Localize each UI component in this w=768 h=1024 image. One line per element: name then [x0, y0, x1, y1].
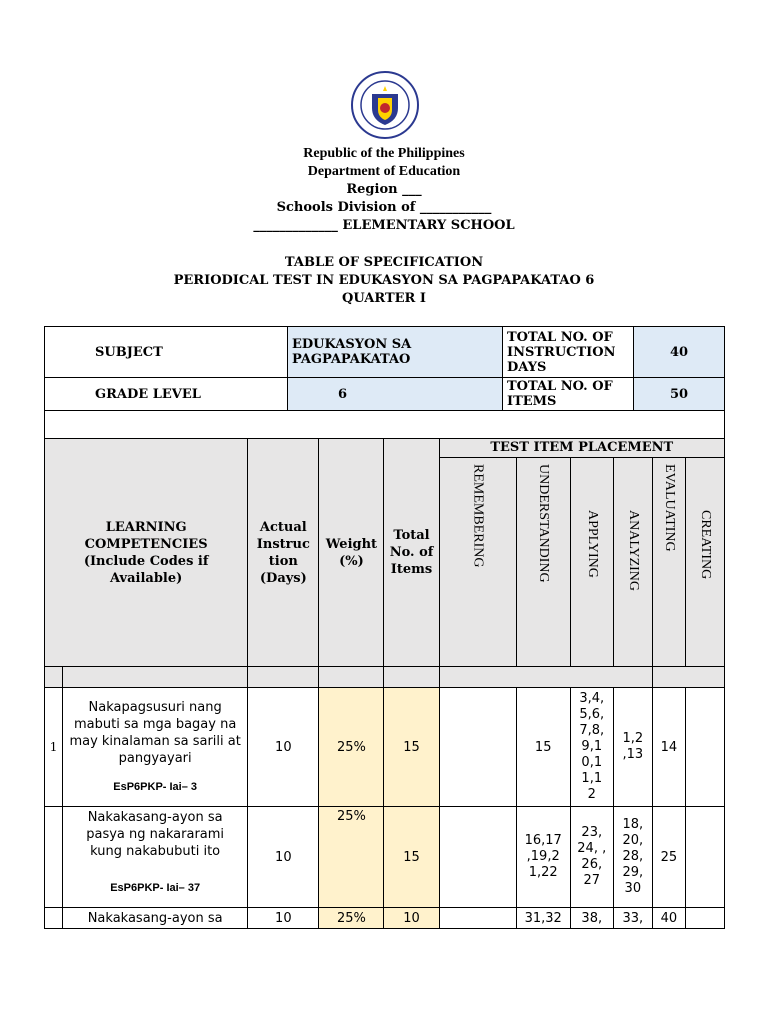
evaluating-cell: 14	[652, 688, 685, 807]
understanding-cell: 15	[516, 688, 570, 807]
remembering-cell	[439, 807, 516, 908]
header-school: _____________ ELEMENTARY SCHOOL	[253, 218, 515, 233]
col-remembering-label: REMEMBERING	[470, 464, 486, 568]
creating-cell	[685, 908, 724, 929]
blank-cell	[439, 667, 652, 688]
blank-cell	[652, 667, 724, 688]
competency-text: Nakapagsusuri nang mabuti sa mga bagay na may kinalaman sa sarili at pangyayari	[69, 699, 241, 766]
col-applying-label: APPLYING	[584, 510, 600, 578]
days-label: TOTAL NO. OF INSTRUCTION DAYS	[503, 327, 634, 378]
understanding-cell: 16,17 ,19,2 1,22	[516, 807, 570, 908]
weight-cell: 25%	[319, 807, 384, 908]
weight-cell: 25%	[319, 688, 384, 807]
remembering-cell	[439, 908, 516, 929]
total-cell: 15	[384, 688, 439, 807]
col-analyzing	[613, 458, 652, 667]
competency-cell	[63, 807, 248, 908]
analyzing-cell: 1,2 ,13	[613, 688, 652, 807]
deped-seal-logo	[350, 70, 420, 140]
blank-cell	[384, 667, 439, 688]
competency-text: Nakakasang-ayon sa pasya ng nakararami kung nakabubuti ito	[86, 810, 225, 859]
total-cell: 10	[384, 908, 439, 929]
competency-cell	[63, 688, 248, 807]
competency-code: EsP6PKP- Iai– 3	[113, 780, 198, 793]
competency-text: Nakakasang-ayon sa	[63, 908, 248, 929]
doc-title: TABLE OF SPECIFICATION	[284, 255, 484, 270]
col-understanding	[516, 458, 570, 667]
days-value: 40	[634, 327, 725, 378]
analyzing-cell: 33,	[613, 908, 652, 929]
row-number	[45, 807, 63, 908]
col-days: Actual Instruc tion (Days)	[248, 439, 319, 667]
doc-subtitle: PERIODICAL TEST IN EDUKASYON SA PAGPAPAKATAO 6	[173, 273, 595, 288]
table-row	[45, 688, 725, 807]
subject-label: SUBJECT	[45, 327, 288, 378]
items-value: 50	[634, 378, 725, 411]
understanding-cell: 31,32	[516, 908, 570, 929]
applying-cell: 23, 24, ,26, 27	[570, 807, 613, 908]
items-label: TOTAL NO. OF ITEMS	[503, 378, 634, 411]
table-row	[45, 807, 725, 908]
applying-cell: 38,	[570, 908, 613, 929]
days-cell: 10	[248, 908, 319, 929]
info-table	[44, 326, 725, 411]
col-weight: Weight (%)	[319, 439, 384, 667]
header-region: Region ___	[346, 182, 422, 197]
blank-cell	[319, 667, 384, 688]
weight-cell: 25%	[319, 908, 384, 929]
table-row	[45, 908, 725, 929]
row-number	[45, 908, 63, 929]
col-evaluating	[652, 458, 685, 667]
subject-value: EDUKASYON SA PAGPAPAKATAO	[288, 327, 503, 378]
specification-table	[44, 438, 725, 929]
header-department: Department of Education	[307, 164, 461, 179]
blank-cell	[248, 667, 319, 688]
spacer-row	[44, 411, 725, 439]
evaluating-cell: 40	[652, 908, 685, 929]
remembering-cell	[439, 688, 516, 807]
col-placement: TEST ITEM PLACEMENT	[439, 439, 724, 458]
blank-cell	[45, 667, 63, 688]
header-division: Schools Division of ___________	[276, 200, 492, 215]
total-cell: 15	[384, 807, 439, 908]
col-analyzing-label: ANALYZING	[625, 510, 641, 592]
blank-cell	[63, 667, 248, 688]
col-evaluating-label: EVALUATING	[661, 464, 677, 552]
competency-code: EsP6PKP- Iai– 37	[110, 882, 201, 894]
creating-cell	[685, 807, 724, 908]
col-creating	[685, 458, 724, 667]
days-cell: 10	[248, 688, 319, 807]
col-applying	[570, 458, 613, 667]
days-cell: 10	[248, 807, 319, 908]
analyzing-cell: 18, 20, 28, 29, 30	[613, 807, 652, 908]
applying-cell: 3,4, 5,6, 7,8, 9,1 0,1 1,1 2	[570, 688, 613, 807]
creating-cell	[685, 688, 724, 807]
col-creating-label: CREATING	[697, 510, 713, 580]
header-republic: Republic of the Philippines	[303, 146, 465, 161]
row-number: 1	[45, 688, 63, 807]
col-remembering	[439, 458, 516, 667]
evaluating-cell: 25	[652, 807, 685, 908]
doc-quarter: QUARTER I	[342, 291, 426, 306]
col-understanding-label: UNDERSTANDING	[536, 464, 552, 583]
grade-label: GRADE LEVEL	[45, 378, 288, 411]
col-competencies: LEARNING COMPETENCIES (Include Codes if Available)	[45, 439, 248, 667]
col-total: Total No. of Items	[384, 439, 439, 667]
grade-value: 6	[288, 378, 503, 411]
